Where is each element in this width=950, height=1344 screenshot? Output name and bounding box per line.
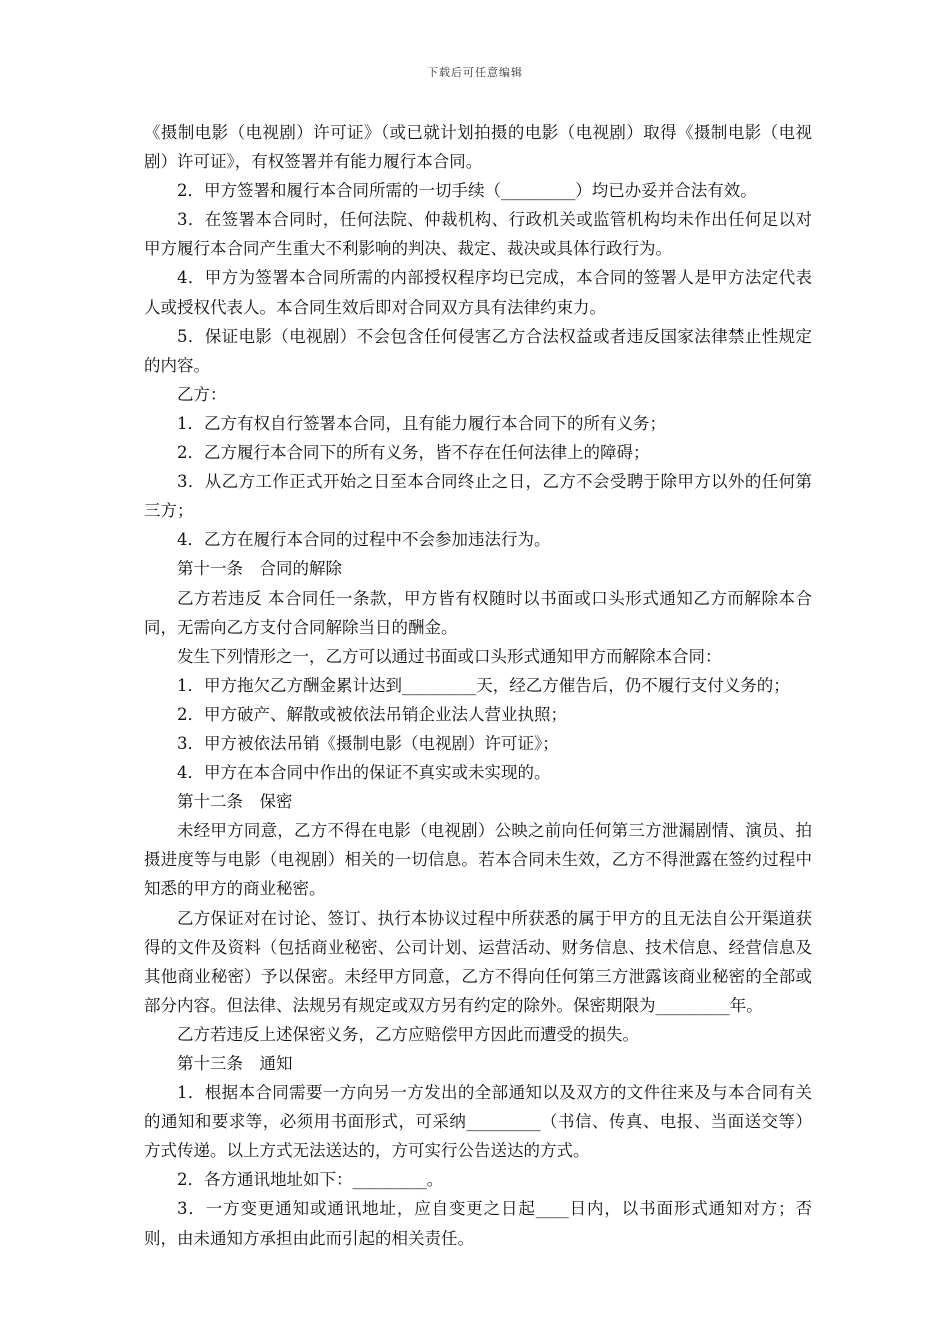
paragraph: 4．乙方在履行本合同的过程中不会参加违法行为。 [177,530,551,550]
paragraph: 2．乙方履行本合同下的所有义务，皆不存在任何法律上的障碍； [177,443,650,463]
paragraph: 2．甲方签署和履行本合同所需的一切手续（_________）均已办妥并合法有效。 [177,181,757,201]
paragraph: 3．从乙方工作正式开始之日至本合同终止之日，乙方不会受聘于除甲方以外的任何第三方； [144,472,812,521]
document-body [144,118,812,1253]
paragraph: 3．在签署本合同时，任何法院、仲裁机构、行政机关或监管机构均未作出任何足以对甲方履行本合同产生重大不利影响的判决、裁定、裁决或具体行政行为。 [144,210,812,259]
paragraph: 1．甲方拖欠乙方酬金累计达到_________天，经乙方催告后，仍不履行支付义务的； [177,675,790,695]
paragraph: 1．根据本合同需要一方向另一方发出的全部通知以及双方的文件往来及与本合同有关的通知和要求等，必须用书面形式，可采纳_________（书信、传真、电报、当面送交等）方式传递。以上方式无法送达的，方可实行公告送达的方式。 [144,1083,812,1161]
article-heading: 第十三条 通知 [177,1054,293,1073]
paragraph: 未经甲方同意，乙方不得在电影（电视剧）公映之前向任何第三方泄漏剧情、演员、拍摄进度等与电影（电视剧）相关的一切信息。若本合同未生效，乙方不得泄露在签约过程中知悉的甲方的商业秘密。 [144,821,812,899]
party-b-heading: 乙方： [177,384,227,404]
paragraph: 4．甲方为签署本合同所需的内部授权程序均已完成，本合同的签署人是甲方法定代表人或授权代表人。本合同生效后即对合同双方具有法律约束力。 [144,268,812,317]
paragraph: 3．甲方被依法吊销《摄制电影（电视剧）许可证》； [177,733,559,753]
paragraph: 乙方若违反 本合同任一条款，甲方皆有权随时以书面或口头形式通知乙方而解除本合同，无需向乙方支付合同解除当日的酬金。 [144,588,812,637]
paragraph: 《摄制电影（电视剧）许可证》（或已就计划拍摄的电影（电视剧）取得《摄制电影（电视剧）许可证》，有权签署并有能力履行本合同。 [144,123,812,172]
paragraph: 2．各方通讯地址如下：_________。 [177,1170,444,1190]
paragraph: 5．保证电影（电视剧）不会包含任何侵害乙方合法权益或者违反国家法律禁止性规定的内容。 [144,326,812,375]
paragraph: 4．甲方在本合同中作出的保证不真实或未实现的。 [177,763,551,783]
article-heading: 第十二条 保密 [177,792,293,812]
paragraph: 3．一方变更通知或通讯地址，应自变更之日起____日内，以书面形式通知对方；否则，由未通知方承担由此而引起的相关责任。 [144,1199,812,1248]
paragraph: 1．乙方有权自行签署本合同，且有能力履行本合同下的所有义务； [177,413,666,433]
article-heading: 第十一条 合同的解除 [177,559,342,579]
paragraph: 乙方若违反上述保密义务，乙方应赔偿甲方因此而遭受的损失。 [177,1024,639,1044]
page-header: 下载后可任意编辑 [427,66,523,79]
paragraph: 乙方保证对在讨论、签订、执行本协议过程中所获悉的属于甲方的且无法自公开渠道获得的文件及资料（包括商业秘密、公司计划、运营活动、财务信息、技术信息、经营信息及其他商业秘密）予以保密。未经甲方同意，乙方不得向任何第三方泄露该商业秘密的全部或部分内容。但法律、法规另有规定或双方另有约定的除外。保密期限为_________年。 [144,908,812,1015]
paragraph: 2．甲方破产、解散或被依法吊销企业法人营业执照； [177,704,567,724]
paragraph: 发生下列情形之一，乙方可以通过书面或口头形式通知甲方而解除本合同： [177,646,722,666]
